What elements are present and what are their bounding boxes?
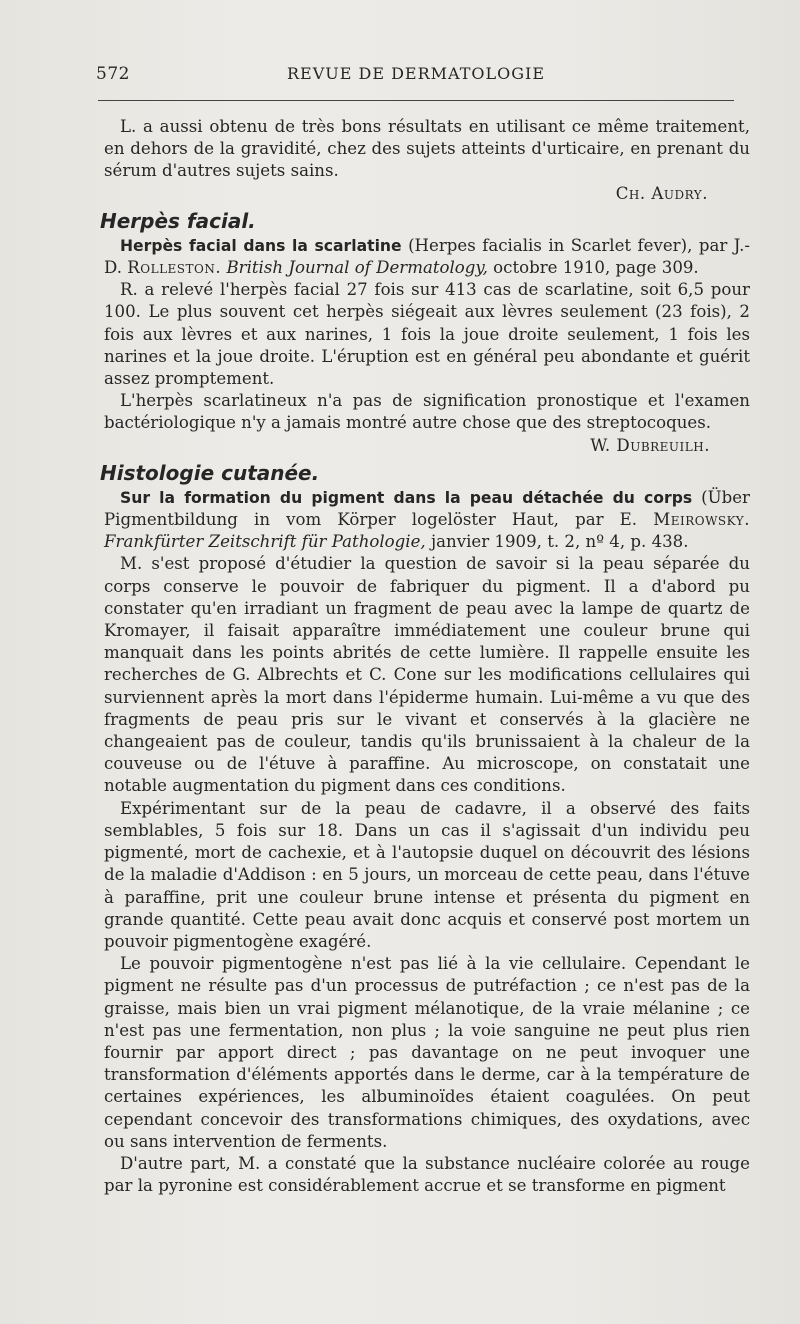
paragraph: D'autre part, M. a constaté que la substance nucléaire colorée au rouge par la pyronine est considérablement accrue et se transforme en pigment <box>104 1153 750 1196</box>
signature: W. Dubreuilh. <box>590 435 710 455</box>
article-journal: British Journal of Dermatology, <box>226 258 488 278</box>
article-title: Sur la formation du pigment dans la peau détachée du corps <box>120 488 693 507</box>
section-heading-histologie: Histologie cutanée. <box>100 460 320 485</box>
intro-signature: Ch. Audry. <box>615 183 708 203</box>
intro-paragraph: L. a aussi obtenu de très bons résultats en utilisant ce même traitement, en dehors de la gravidité, chez des sujets atteints d'urticaire, en prenant du sérum d'autres sujets sains. <box>104 117 750 181</box>
running-title: REVUE DE DERMATOLOGIE <box>286 64 546 83</box>
article-citation-herpes: Herpès facial dans la scarlatine (Herpes facialis in Scarlet fever), par J.-D. Rolleston. British Journal of Dermatology, octobre 1910, page 309. <box>104 235 750 278</box>
paragraph: Le pouvoir pigmentogène n'est pas lié à la vie cellulaire. Cependant le pigment ne résulte pas d'un processus de putréfaction ; ce n'est pas de la graisse, mais bien un vrai pigment mélanotique, de la vraie mélanine ; ce n'est pas une fermentation, non plus ; la voie sanguine ne peut plus rien fournir par apport direct ; pas davantage on ne peut invoquer une transformation d'éléments apportés dans le derme, car à la température de certaines expériences, les albuminoïdes étaient coagulées. On peut cependant concevoir des transformations chimiques, des oxydations, avec ou sans intervention de ferments. <box>104 954 750 1151</box>
article-author: Rolleston. <box>127 258 222 278</box>
article-author: Meirowsky. <box>653 510 750 530</box>
page-header <box>96 64 736 88</box>
paragraph: Expérimentant sur de la peau de cadavre, il a observé des faits semblables, 5 fois sur 18. Dans un cas il s'agissait d'un individu peu pigmenté, mort de cachexie, et à l'autopsie duquel on découvrit des lésions de la maladie d'Addison : en 5 jours, un morceau de cette peau, dans l'étuve à paraffine, prit une couleur brune intense et présenta du pigment en grande quantité. Cette peau avait donc acquis et conservé post mortem un pouvoir pigmentogène exagéré. <box>104 798 750 951</box>
paragraph: L'herpès scarlatineux n'a pas de signification pronostique et l'examen bactériologique n'y a jamais montré autre chose que des streptocoques. <box>104 391 750 433</box>
article-journal: Frankfürter Zeitschrift für Pathologie, <box>104 532 426 552</box>
header-rule <box>98 100 734 101</box>
section-heading-herpes: Herpès facial. <box>100 208 256 233</box>
article-title: Herpès facial dans la scarlatine <box>120 236 402 255</box>
page-number: 572 <box>96 64 130 84</box>
body-text <box>100 116 750 1197</box>
paragraph: R. a relevé l'herpès facial 27 fois sur 413 cas de scarlatine, soit 6,5 pour 100. Le plus souvent cet herpès siégeait aux lèvres seulement (23 fois), 2 fois aux lèvres et aux narines, 1 fois la joue droite seulement, 1 fois les narines et la joue droite. L'éruption est en général peu abondante et guérit assez promptement. <box>104 280 750 389</box>
paragraph: M. s'est proposé d'étudier la question de savoir si la peau séparée du corps conserve le pouvoir de fabriquer du pigment. Il a d'abord pu constater qu'en irradiant un fragment de peau avec la lampe de quartz de Kromayer, il faisait apparaître immédiatement une couleur brune qui manquait dans les points abrités de cette lumière. Il rappelle ensuite les recherches de G. Albrechts et C. Cone sur les modifications cellulaires qui surviennent après la mort dans l'épiderme humain. Lui-même a vu que des fragments de peau pris sur le vivant et conservés à la glacière ne changeaient pas de couleur, tandis qu'ils brunissaient à la chaleur de la couveuse ou de l'étuve à paraffine. Au microscope, on constatait une notable augmentation du pigment dans ces conditions. <box>104 554 750 796</box>
article-citation-pigment: Sur la formation du pigment dans la peau détachée du corps (Über Pigmentbildung in vom Körper logelöster Haut, par E. Meirowsky. Frankfürter Zeitschrift für Pathologie, janvier 1909, t. 2, nº 4, p. 438. <box>104 487 750 552</box>
